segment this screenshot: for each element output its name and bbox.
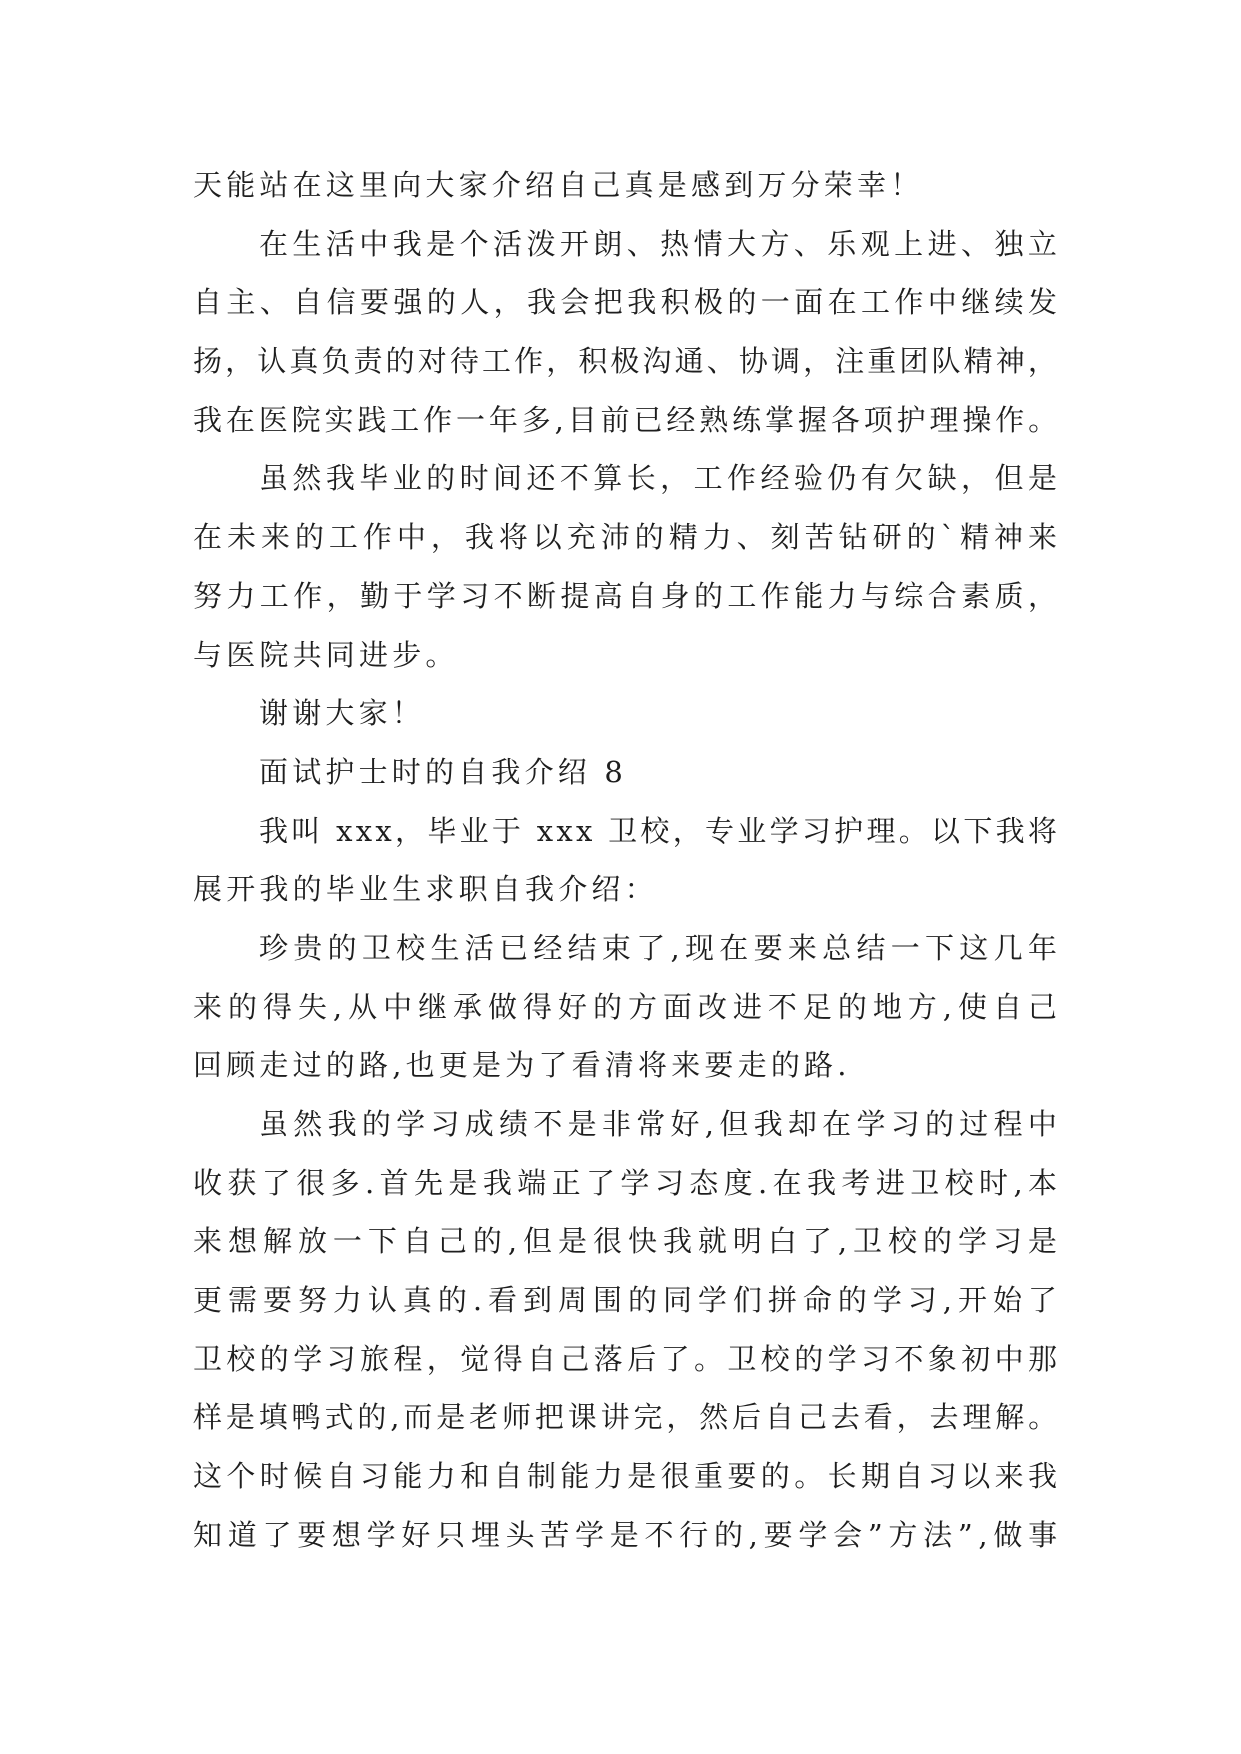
heading-text: 面试护士时的自我介绍 8	[259, 754, 628, 789]
text-line: 虽然我的学习成绩不是非常好,但我却在学习的过程中	[259, 1107, 1063, 1141]
text-line: 虽然我毕业的时间还不算长，工作经验仍有欠缺，但是	[259, 461, 1062, 496]
text-line: 展开我的毕业生求职自我介绍：	[193, 872, 658, 907]
text-line: 努力工作，勤于学习不断提高自身的工作能力与综合素质，	[193, 578, 1062, 613]
text-line: 来想解放一下自己的,但是很快我就明白了,卫校的学习是	[193, 1224, 1063, 1259]
paragraph	[193, 802, 1061, 919]
text-line: 扬，认真负责的对待工作，积极沟通、协调，注重团队精神，	[193, 344, 1060, 379]
section-heading	[193, 743, 1057, 802]
text-line: 这个时候自习能力和自制能力是很重要的。长期自习以来我	[193, 1459, 1062, 1494]
text-line: 样是填鸭式的,而是老师把课讲完，然后自己去看，去理解。	[193, 1400, 1061, 1435]
text-line: 在生活中我是个活泼开朗、热情大方、乐观上进、独立	[259, 226, 1062, 261]
text-line: 我叫 xxx，毕业于 xxx 卫校，专业学习护理。以下我将	[259, 813, 1061, 848]
text-line: 自主、自信要强的人，我会把我积极的一面在工作中继续发	[193, 285, 1062, 320]
paragraph	[193, 919, 1063, 1095]
paragraph	[193, 1095, 1063, 1565]
text-line: 收获了很多.首先是我端正了学习态度.在我考进卫校时,本	[193, 1165, 1063, 1200]
text-line: 谢谢大家！	[259, 696, 426, 731]
text-line: 与医院共同进步。	[193, 637, 459, 672]
text-line: 回顾走过的路,也更是为了看清将来要走的路.	[193, 1048, 851, 1083]
paragraph	[193, 156, 1057, 215]
text-line: 来的得失,从中继承做得好的方面改进不足的地方,使自己	[193, 989, 1063, 1024]
text-line: 知道了要想学好只埋头苦学是不行的,要学会”方法”,做事	[193, 1517, 1063, 1552]
text-line: 我在医院实践工作一年多,目前已经熟练掌握各项护理操作。	[193, 402, 1061, 437]
paragraph	[193, 684, 1057, 743]
paragraph	[193, 449, 1062, 684]
text-line: 珍贵的卫校生活已经结束了,现在要来总结一下这几年	[259, 930, 1063, 965]
text-line: 在未来的工作中，我将以充沛的精力、刻苦钻研的`精神来	[193, 520, 1062, 555]
text-line: 天能站在这里向大家介绍自己真是感到万分荣幸！	[193, 168, 924, 202]
text-line: 更需要努力认真的.看到周围的同学们拼命的学习,开始了	[193, 1283, 1063, 1318]
document-body	[193, 156, 1063, 1565]
paragraph	[193, 215, 1062, 450]
text-line: 卫校的学习旅程，觉得自己落后了。卫校的学习不象初中那	[193, 1341, 1062, 1376]
